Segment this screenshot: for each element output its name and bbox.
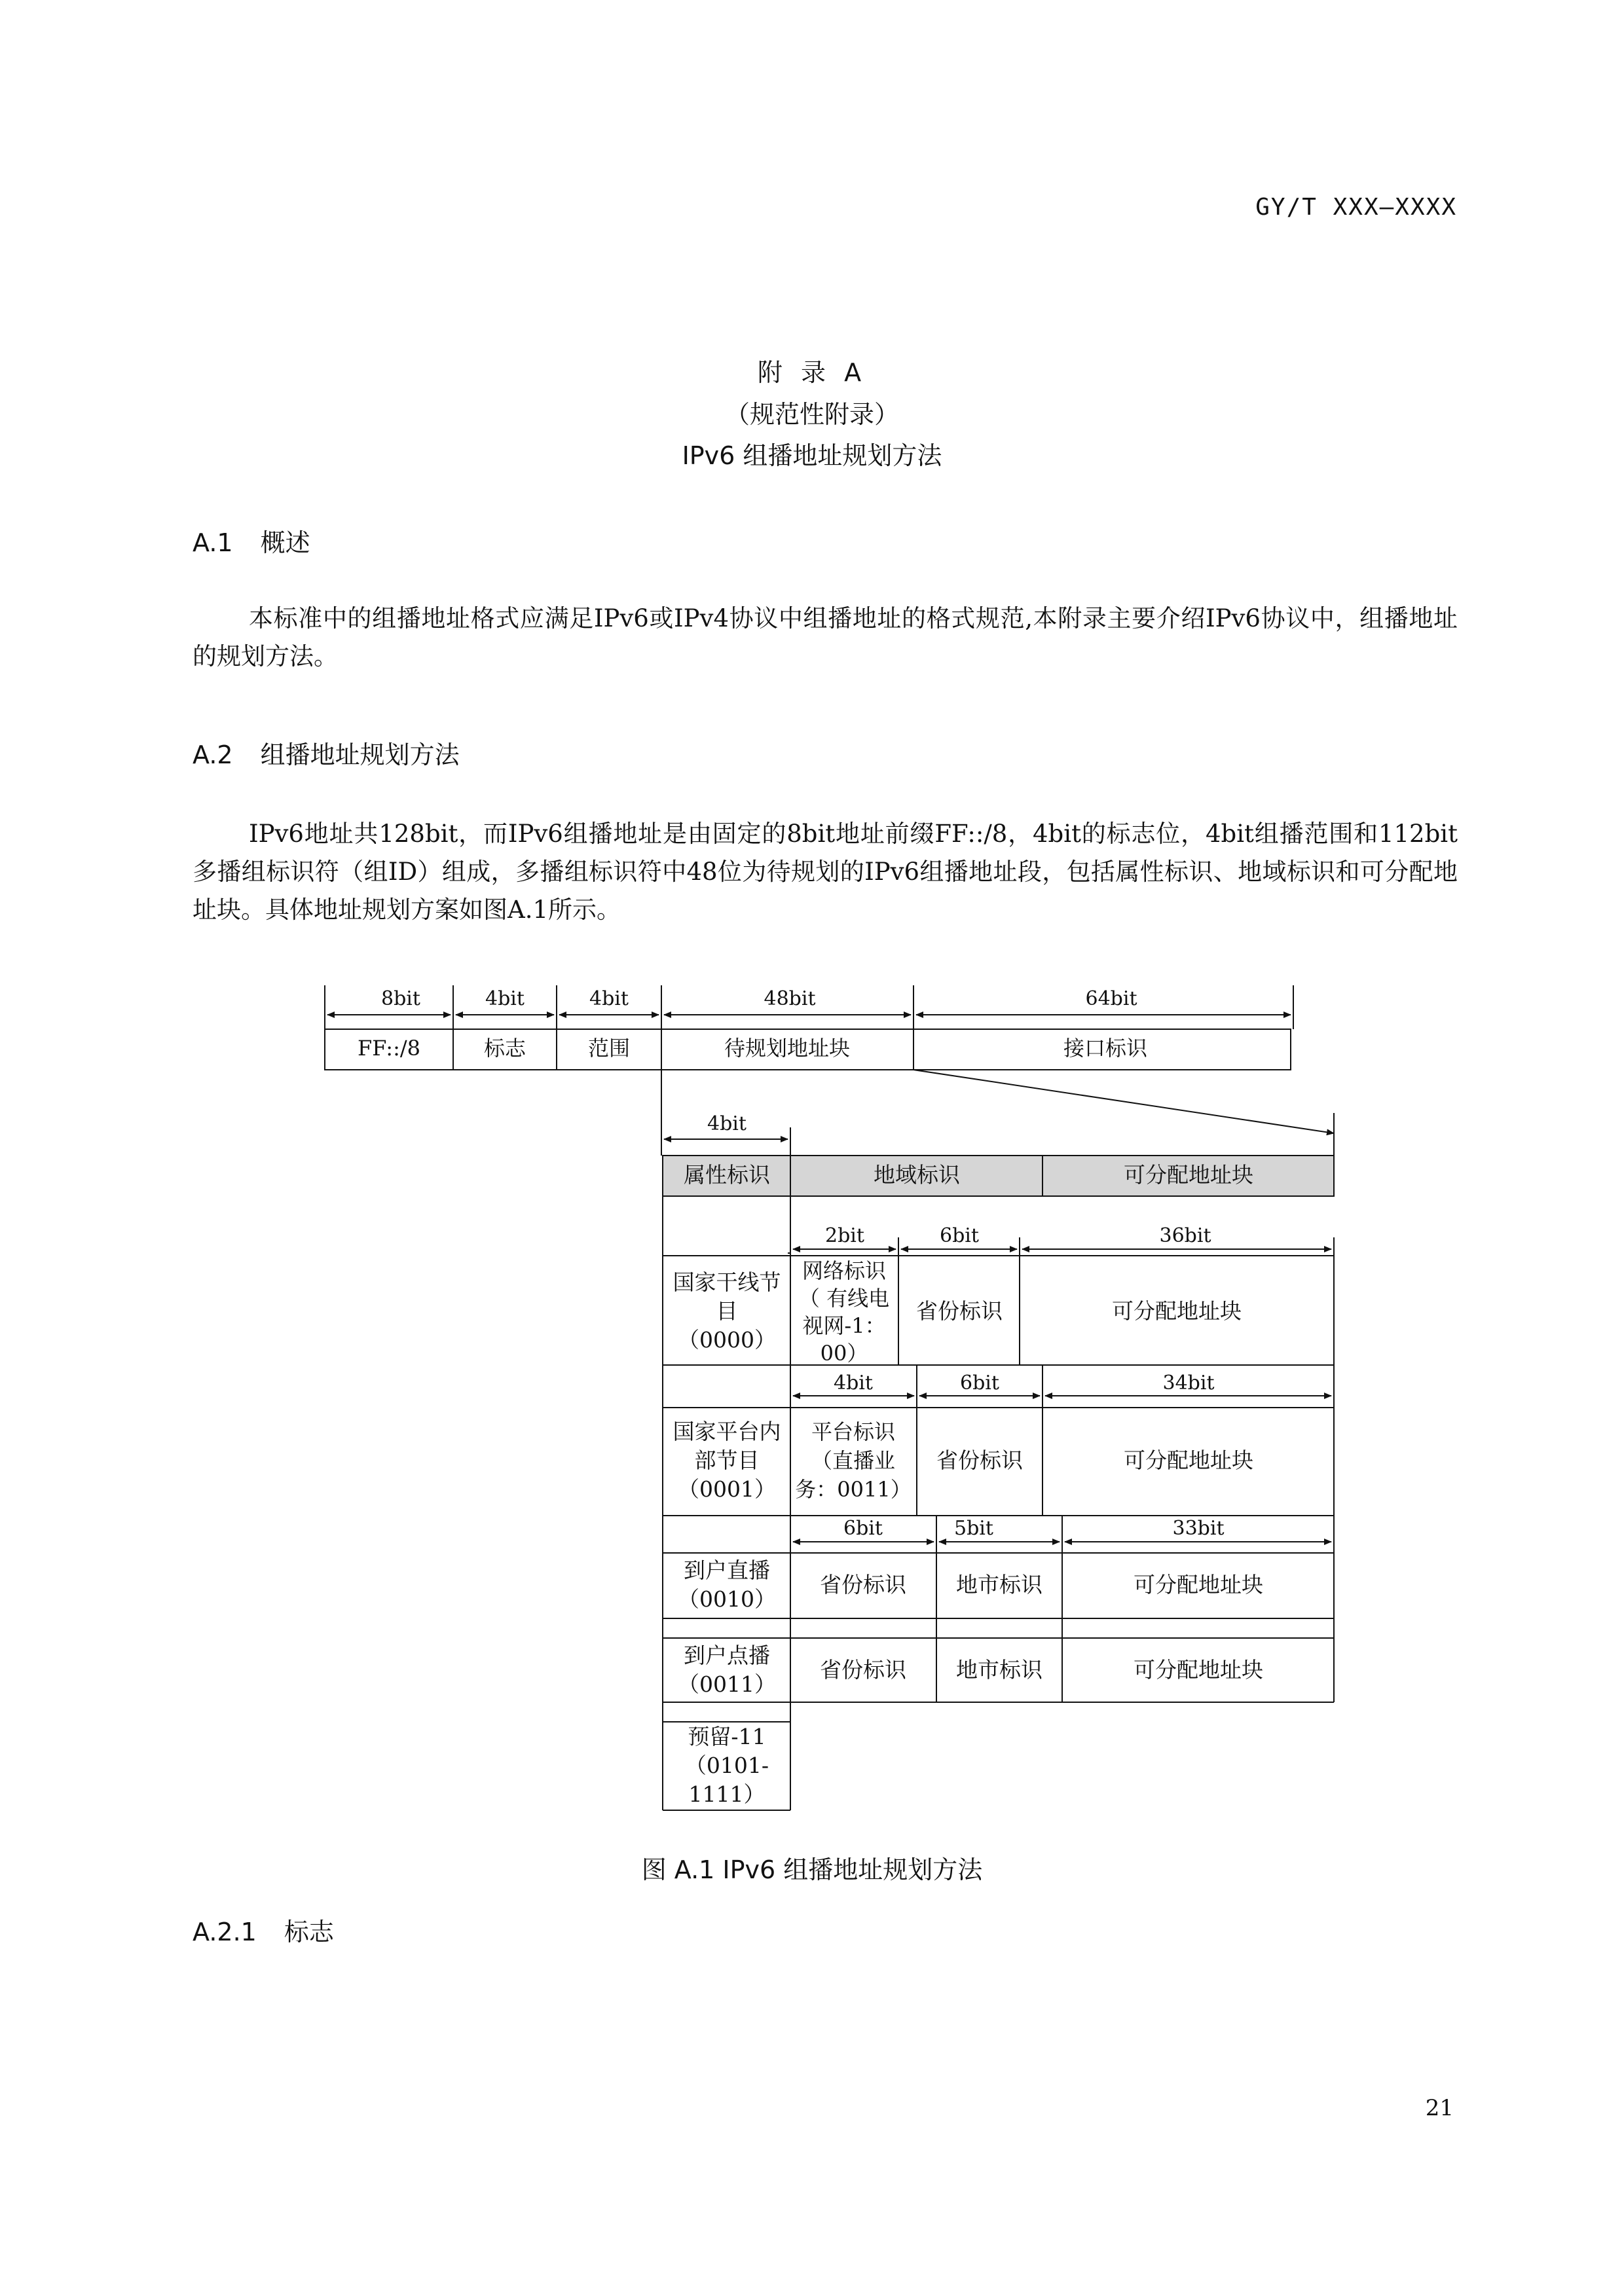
row1-bits-b: 6bit	[940, 1224, 979, 1247]
row1-cell-line: 网络标识	[802, 1258, 887, 1283]
row2-cell-line: （直播业	[811, 1448, 896, 1473]
section-number: A.2.1	[193, 1918, 257, 1946]
row1-cell-line: （ 有线电	[798, 1286, 890, 1311]
row2-province-id: 省份标识	[936, 1448, 1023, 1473]
row1-cell-line: 视网-1：	[802, 1313, 886, 1338]
row2-allocatable: 可分配地址块	[1124, 1448, 1253, 1473]
top-bits-8: 8bit	[381, 987, 420, 1010]
row4-allocatable: 可分配地址块	[1134, 1657, 1263, 1683]
section-a1-paragraph: 本标准中的组播地址格式应满足IPv6或IPv4协议中组播地址的格式规范,本附录主要介绍IPv6协议中，组播地址的规划方法。	[193, 604, 1458, 670]
appendix-title: 附 录 A	[757, 358, 867, 387]
row4-province-id: 省份标识	[820, 1657, 906, 1683]
row1-bits-c: 36bit	[1159, 1224, 1211, 1247]
row2-cell-line: 务：0011）	[795, 1477, 912, 1502]
field-scope: 范围	[587, 1036, 631, 1061]
field-prefix: FF::/8	[358, 1036, 420, 1061]
header-region: 地域标识	[874, 1162, 960, 1188]
row5-label-line: 1111）	[688, 1781, 766, 1807]
row2-label-line: 部节目	[694, 1448, 760, 1473]
row3-bits-b: 5bit	[954, 1517, 993, 1540]
header-allocatable: 可分配地址块	[1124, 1162, 1253, 1188]
header-attribute: 属性标识	[684, 1162, 770, 1188]
row2-cell-line: 平台标识	[811, 1419, 896, 1444]
row3-city-id: 地市标识	[956, 1572, 1043, 1597]
row3-province-id: 省份标识	[820, 1572, 906, 1597]
section-title: 标志	[284, 1918, 334, 1946]
attr-bits: 4bit	[707, 1112, 747, 1135]
field-flag: 标志	[483, 1036, 526, 1061]
section-number: A.2	[193, 740, 233, 769]
section-a2-paragraph: IPv6地址共128bit，而IPv6组播地址是由固定的8bit地址前缀FF::/8，4bit的标志位，4bit组播范围和112bit多播组标识符（组ID）组成，多播组标识符中48位为待规划的IPv6组播地址段，包括属性标识、地域标识和可分配地址块。具体地址规划方案如图A.1所示。	[193, 820, 1458, 924]
row1-label-line: （0000）	[678, 1327, 776, 1353]
row3-label-line: 到户直播	[684, 1558, 770, 1583]
row4-label-line: 到户点播	[684, 1643, 770, 1668]
row1-bits-a: 2bit	[825, 1224, 864, 1247]
row2-bits-b: 6bit	[960, 1372, 999, 1394]
row1-cell-line: 00）	[820, 1341, 868, 1366]
row4-city-id: 地市标识	[956, 1657, 1043, 1683]
row2-label-line: 国家平台内	[673, 1419, 781, 1444]
section-number: A.1	[193, 528, 233, 557]
row4-label-line: （0011）	[678, 1671, 776, 1697]
section-title: 组播地址规划方法	[260, 740, 460, 769]
row1-label-line: 目	[716, 1298, 738, 1324]
row2-label-line: （0001）	[678, 1476, 776, 1502]
page-number: 21	[1425, 2095, 1454, 2121]
row3-bits-a: 6bit	[843, 1517, 883, 1540]
document-code: GY/T XXX—XXXX	[1255, 194, 1457, 221]
row3-bits-c: 33bit	[1172, 1517, 1225, 1540]
row3-label-line: （0010）	[678, 1586, 776, 1612]
figure-caption: 图 A.1 IPv6 组播地址规划方法	[641, 1855, 983, 1884]
row5-label-line: （0101-	[684, 1753, 769, 1778]
row2-bits-a: 4bit	[834, 1372, 873, 1394]
field-interface-id: 接口标识	[1063, 1036, 1148, 1061]
row1-province-id: 省份标识	[916, 1298, 1003, 1324]
row5-label-line: 预留-11	[688, 1724, 766, 1749]
section-a21-heading	[193, 1912, 334, 1948]
top-bits-48: 48bit	[764, 987, 816, 1010]
top-bits-scope: 4bit	[589, 987, 629, 1010]
row3-allocatable: 可分配地址块	[1134, 1572, 1263, 1597]
section-title: 概述	[260, 528, 310, 557]
row1-allocatable: 可分配地址块	[1112, 1298, 1242, 1324]
top-bits-flag: 4bit	[485, 987, 525, 1010]
appendix-name: IPv6 组播地址规划方法	[682, 441, 942, 470]
row2-bits-c: 34bit	[1162, 1372, 1215, 1394]
row1-label-line: 国家干线节	[673, 1269, 781, 1295]
field-planned-block: 待规划地址块	[724, 1036, 851, 1061]
top-bits-64: 64bit	[1085, 987, 1137, 1010]
appendix-subtitle: （规范性附录）	[724, 400, 899, 429]
